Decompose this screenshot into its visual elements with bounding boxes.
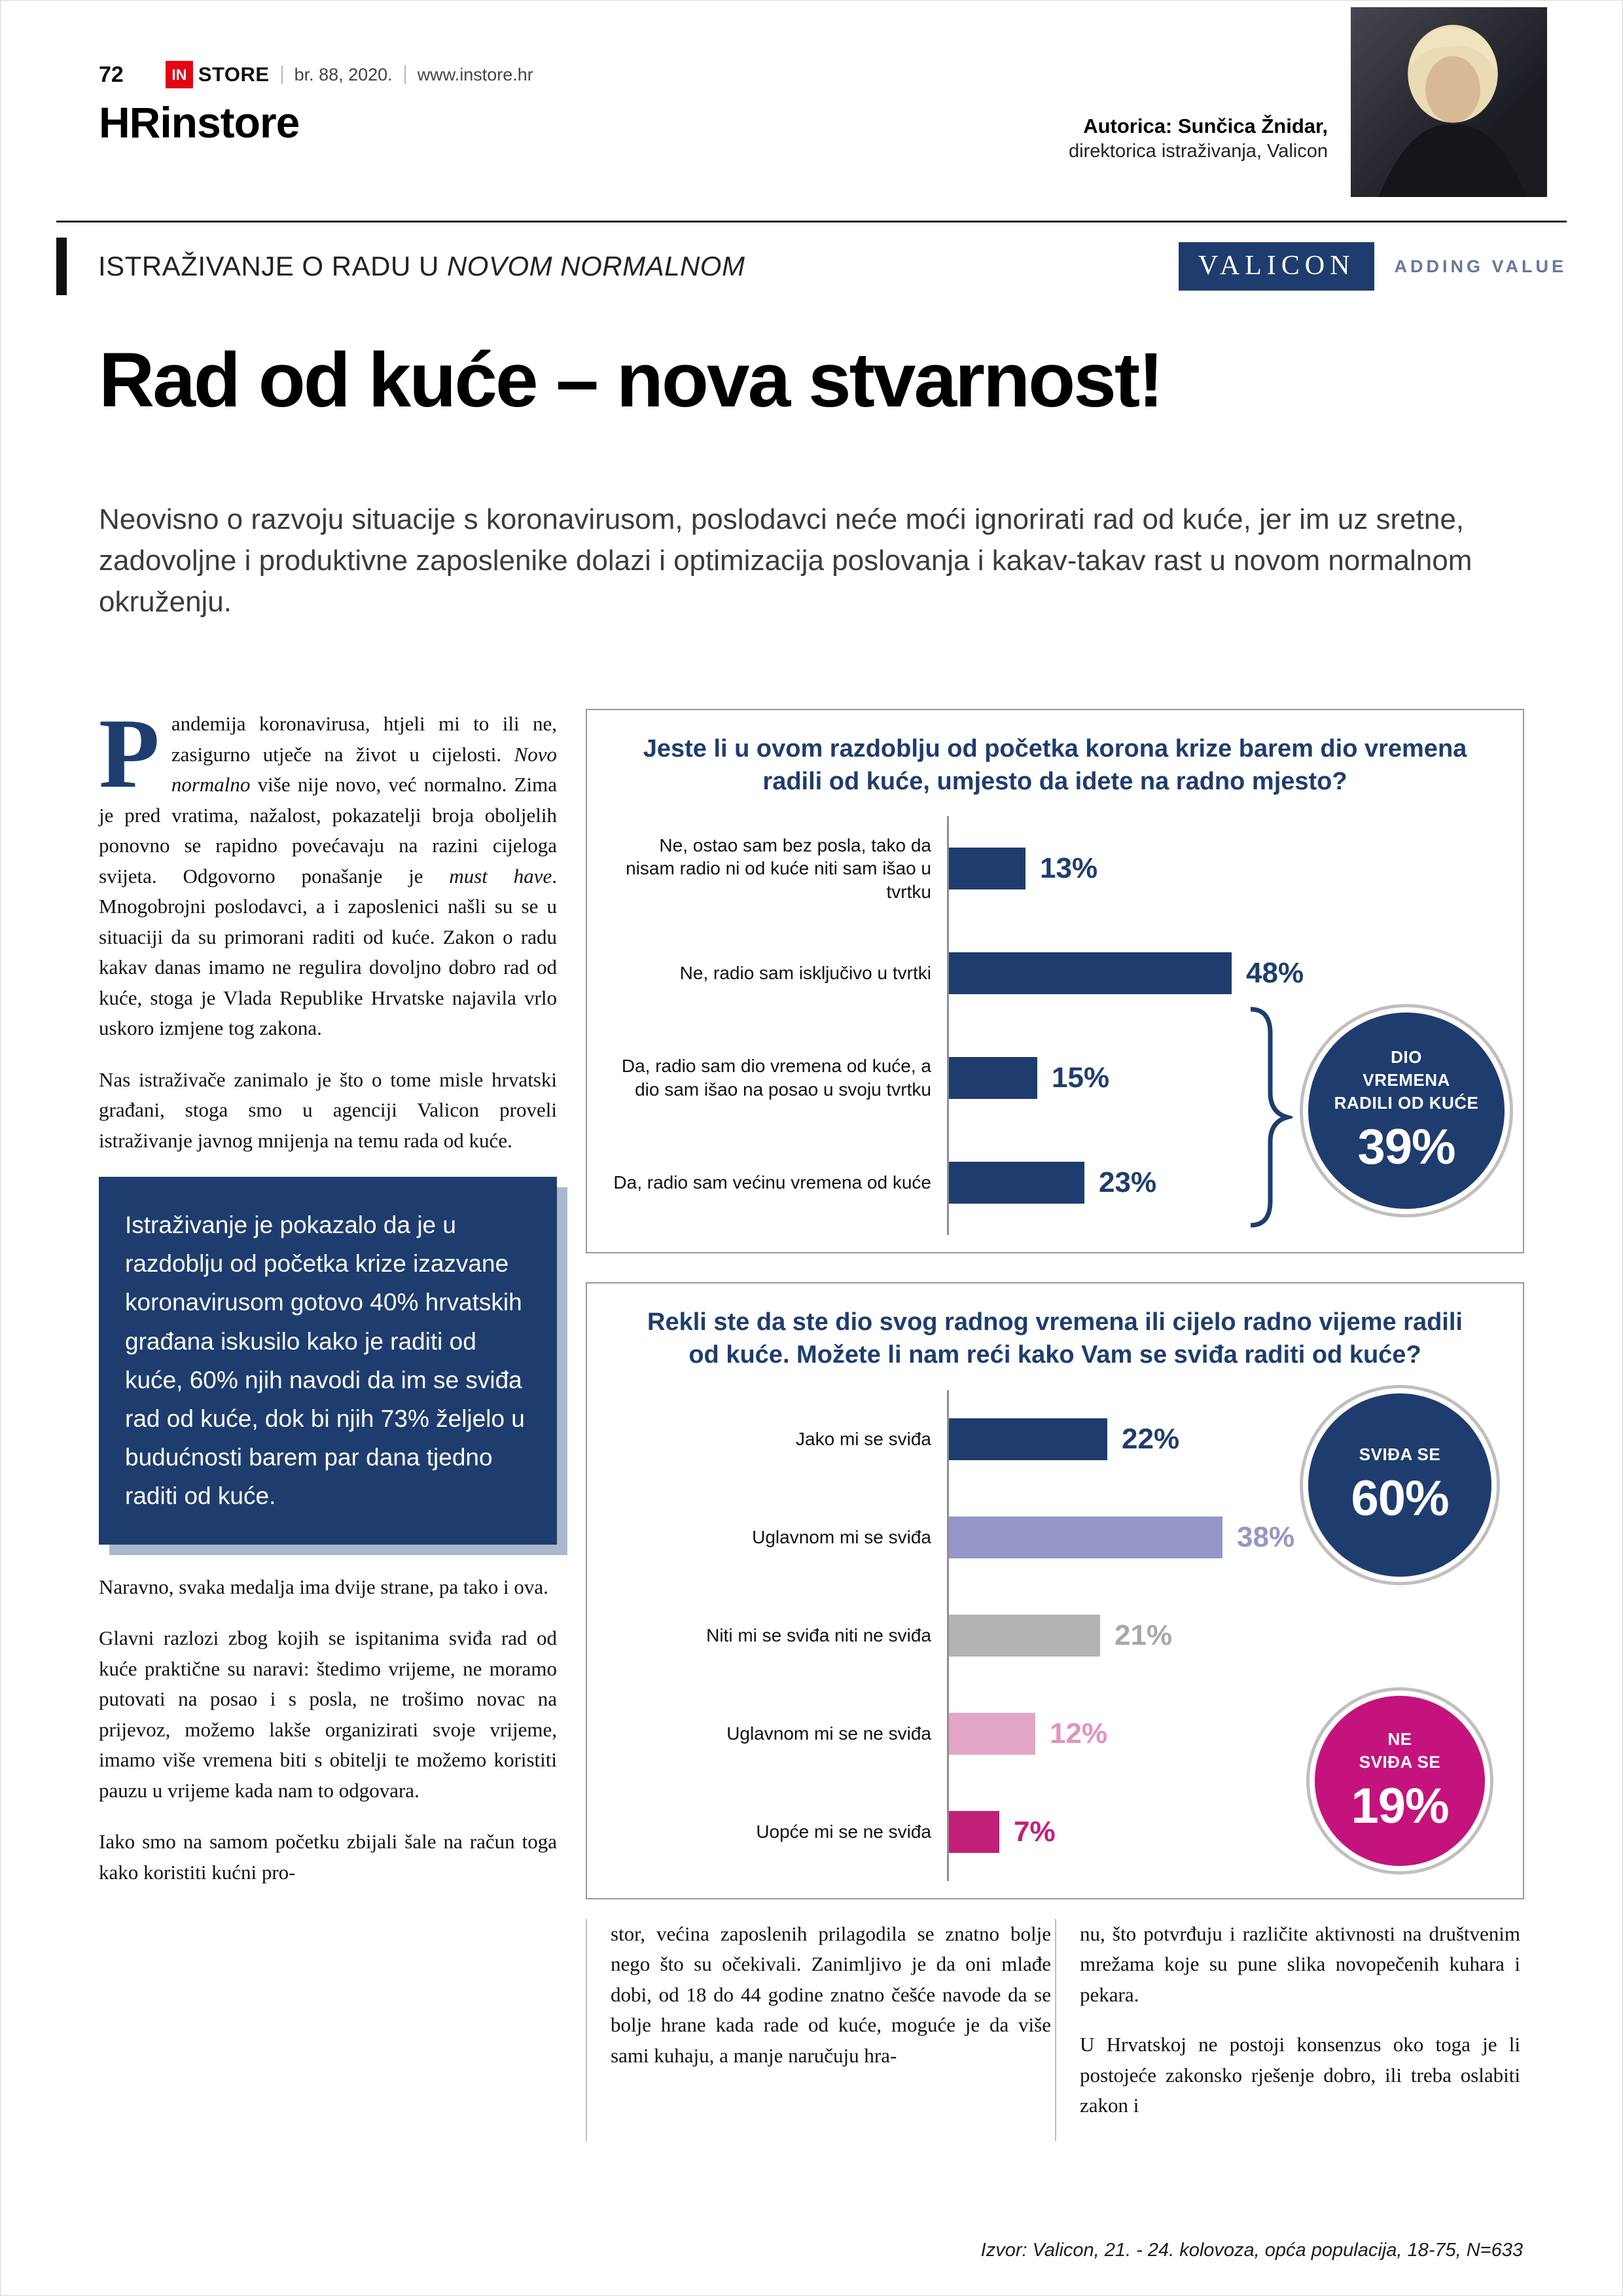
body-paragraph: Iako smo na samom početku zbijali šale na račun toga kako koristiti kućni pro- (99, 1830, 557, 1884)
badge-text: NE (1387, 1729, 1412, 1749)
bar-category-label: Da, radio sam dio vremena od kuće, a dio sam išao na posao u svoju tvrtku (621, 1056, 931, 1100)
article-lead: Neovisno o razvoju situacije s koronavirusom, poslodavci neće moći ignorirati rad od kuće, jer im uz sretne, zadovoljne i produktivne zaposlenike dolazi i optimizacija poslovanja i kakav-takav rast u novom normalnom okruženju. (99, 503, 1472, 618)
badge-value: 60% (1351, 1471, 1449, 1527)
kicker-row (56, 238, 1567, 295)
page-number: 72 (99, 62, 124, 87)
bar-category-label: Uopće mi se ne sviđa (756, 1821, 931, 1842)
website-url: www.instore.hr (417, 64, 533, 84)
article-column-3 (1055, 1919, 1524, 2141)
badge-value: 19% (1351, 1778, 1449, 1834)
page-header (99, 61, 1321, 88)
header-divider (404, 65, 406, 84)
bar-value-label: 22% (1122, 1422, 1180, 1455)
body-paragraph: Naravno, svaka medalja ima dvije strane, pa tako i ova. (99, 1575, 548, 1598)
author-portrait-illustration (1351, 7, 1547, 197)
bar (949, 952, 1232, 994)
body-paragraph (99, 698, 557, 1044)
bar-value-label: 23% (1099, 1166, 1157, 1199)
article-headline: Rad od kuće – nova stvarnost! (99, 337, 1162, 423)
bar-value-label: 38% (1237, 1520, 1295, 1553)
author-role: direktorica istraživanja, Valicon (1069, 141, 1328, 162)
bar-category-label: Ne, ostao sam bez posla, tako da nisam radio ni od kuće niti sam išao u tvrtku (626, 834, 931, 903)
bar (949, 848, 1026, 889)
badge-text: RADILI OD KUĆE (1334, 1093, 1479, 1113)
charts-column (586, 709, 1524, 2141)
bar-row (607, 816, 1503, 921)
article-column-1 (99, 698, 557, 1909)
valicon-tagline: ADDING VALUE (1394, 256, 1567, 276)
bar-category-label: Niti mi se sviđa niti ne sviđa (706, 1624, 931, 1645)
body-text-italic: Novo normalno (171, 742, 557, 796)
kicker-italic: NOVOM NORMALNOM (446, 251, 745, 281)
bar-category-label: Uglavnom mi se ne sviđa (726, 1723, 931, 1744)
bar (949, 1811, 999, 1853)
bar-track (947, 921, 1503, 1026)
body-text: . Mnogobrojni poslodavci, a i zaposlenici našli su se u situaciji da su primorani raditi od kuće. Zakon o radu kakav danas imamo ne regulira dovoljno dobro rad od kuće, stoga je Vlada Republike Hrvatske najavila vrlo uskoro izmjene tog zakona. (99, 864, 557, 1039)
badge-text: SVIĐA SE (1359, 1751, 1441, 1772)
body-text: andemija koronavirusa, htjeli mi to ili ne, zasigurno utječe na život u cijelosti. (171, 712, 557, 766)
badge-text: SVIĐA SE (1359, 1444, 1441, 1465)
valicon-logo: VALICON (1179, 242, 1375, 291)
body-paragraph: U Hrvatskoj ne postoji konsenzus oko toga je li postojeće zakonsko rješenje dobro, ili treba oslabiti zakon i (1080, 2033, 1520, 2117)
bar (949, 1713, 1035, 1755)
valicon-branding (1179, 242, 1567, 291)
body-paragraph: nu, što potvrđuju i različite aktivnosti na društvenim mrežama koje su pune slika novopečenih kuhara i pekara. (1080, 1922, 1520, 2006)
badge-text: VREMENA (1363, 1069, 1450, 1090)
bar-value-label: 15% (1052, 1062, 1110, 1094)
body-text-italic: must have (449, 864, 552, 888)
bar (949, 1615, 1100, 1657)
instore-logo-icon: IN (166, 61, 193, 88)
author-credit (1069, 113, 1328, 164)
chart-title: Rekli ste da ste dio svog radnog vremena ili cijelo radno vijeme radili od kuće. Možete li nam reći kako Vam se sviđa raditi od kuće? (647, 1308, 1463, 1369)
bar-category-label: Uglavnom mi se sviđa (752, 1526, 931, 1547)
author-name: Autorica: Sunčica Žnidar, (1083, 115, 1328, 137)
bar-track (947, 1587, 1503, 1685)
badge-svidja-se (1308, 1393, 1491, 1577)
section-brand: HRinstore (99, 98, 300, 147)
bar-value-label: 21% (1115, 1619, 1173, 1651)
bar (949, 1057, 1037, 1099)
bar-value-label: 13% (1040, 852, 1098, 885)
bar-row (607, 921, 1503, 1026)
bar-value-label: 48% (1246, 957, 1304, 990)
kicker-plain: ISTRAŽIVANJE O RADU U (98, 251, 447, 281)
bar (949, 1418, 1107, 1460)
curly-brace (1245, 1006, 1293, 1229)
bar (949, 1516, 1222, 1558)
author-photo (1351, 7, 1547, 197)
header-divider (281, 65, 283, 84)
highlight-box: Istraživanje je pokazalo da je u razdoblju od početka krize izazvane koronavirusom gotovo 40% hrvatskih građana iskusilo kako je raditi od kuće, 60% njih navodi da im se sviđa rad od kuće, dok bi njih 73% željelo u budućnosti barem par dana tjedno raditi od kuće. (99, 1177, 557, 1545)
chart-work-from-home (586, 709, 1524, 1253)
bar-value-label: 7% (1014, 1815, 1056, 1848)
badge-ne-svidja-se (1315, 1696, 1485, 1866)
kicker-bar (56, 238, 67, 295)
article-body (99, 698, 1524, 2223)
bar-category-label: Ne, radio sam isključivo u tvrtki (679, 963, 931, 984)
dropcap: P (99, 698, 160, 808)
bar-row (607, 1587, 1503, 1685)
body-paragraph: stor, većina zaposlenih prilagodila se znatno bolje nego što su očekivali. Zanimljivo je da oni mlađe dobi, od 18 do 44 godine znatno češće navode da se bolje hrane kada rade od kuće, moguće je da više sami kuhaju, a manje naručuju hra- (611, 1922, 1051, 2067)
chart-title: Jeste li u ovom razdoblju od početka korona krize barem dio vremena radili od kuće, umjesto da idete na radno mjesto? (643, 735, 1467, 796)
header-rule (56, 221, 1567, 223)
instore-logo-text: STORE (198, 63, 270, 86)
chart-likes-wfh (586, 1282, 1524, 1899)
body-paragraph: Nas istraživače zanimalo je što o tome misle hrvatski građani, stoga smo u agenciji Valicon proveli istraživanje javnog mnijenja na temu rada od kuće. (99, 1067, 557, 1152)
bar-category-label: Jako mi se sviđa (796, 1428, 931, 1449)
article-column-2 (586, 1919, 1055, 2141)
issue-number: br. 88, 2020. (294, 64, 393, 84)
bottom-text-columns (586, 1919, 1524, 2141)
badge-text: DIO (1391, 1047, 1422, 1067)
badge-dio-vremena (1308, 1013, 1505, 1209)
body-text: više nije novo, već normalno. Zima je pred vratima, nažalost, pokazatelji broja oboljelih ponovno se rapidno povećavaju na razini cijeloga svijeta. Odgovorno ponašanje je (99, 773, 557, 888)
source-note: Izvor: Valicon, 21. - 24. kolovoza, opća populacija, 18-75, N=633 (980, 2240, 1523, 2261)
kicker-title (98, 251, 745, 282)
bar (949, 1162, 1084, 1204)
body-paragraph: Glavni razlozi zbog kojih se ispitanima sviđa rad od kuće praktične su naravi: štedimo vrijeme, ne moramo putovati na posao i s posla, ne trošimo novac na prijevoz, možemo lakše organizirati svoje vrijeme, imamo više vremena biti s obitelji te možemo koristiti pauzu u vrijeme kada nam to odgovara. (99, 1626, 557, 1802)
bar-value-label: 12% (1050, 1717, 1108, 1749)
badge-value: 39% (1357, 1119, 1455, 1175)
bar-category-label: Da, radio sam većinu vremena od kuće (613, 1172, 931, 1193)
bar-track (947, 816, 1503, 921)
